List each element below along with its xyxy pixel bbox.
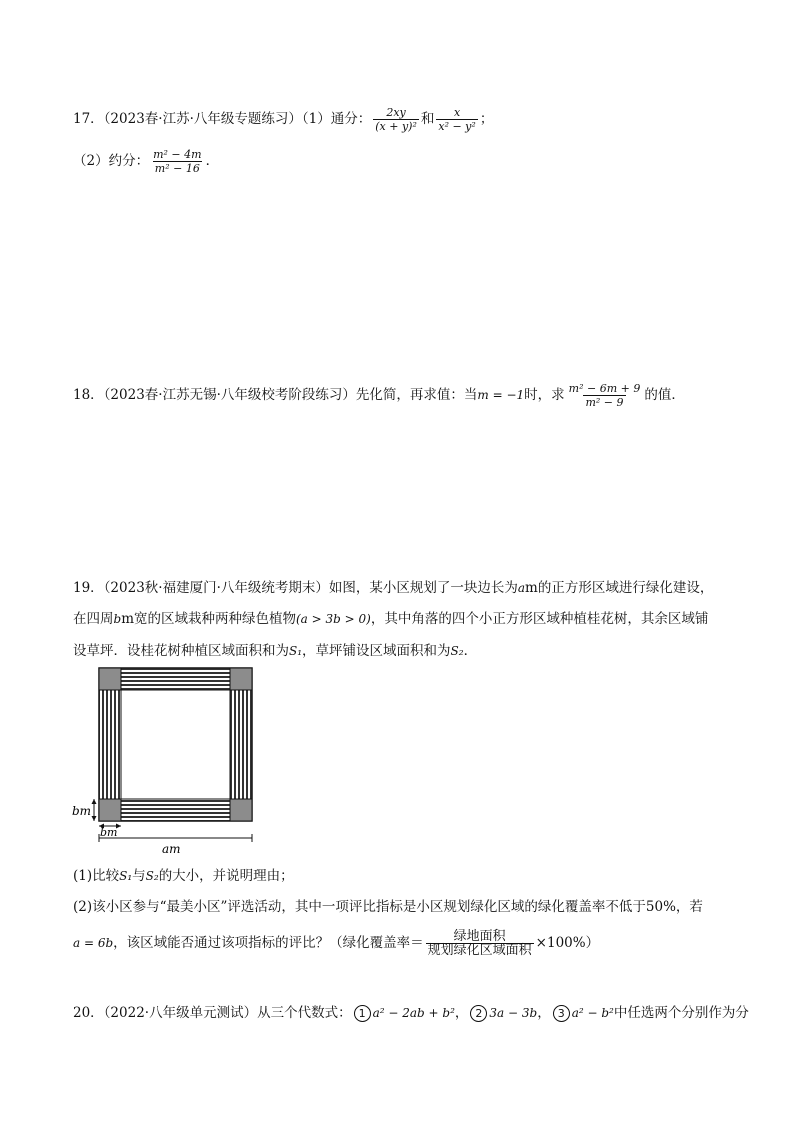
q20-source: （2022·八年级单元测试） bbox=[103, 1005, 258, 1021]
q19-sub2-b: ，该区域能否通过该项指标的评比？（绿化覆盖率＝ bbox=[113, 935, 424, 951]
q18-text-b: 时，求 bbox=[524, 387, 565, 403]
q19-s2: S₂ bbox=[450, 644, 464, 658]
q18-frac-denominator: m² − 9 bbox=[585, 396, 624, 409]
question-19-line3 bbox=[73, 641, 477, 661]
question-19-sub1 bbox=[73, 866, 294, 886]
q18-text-a: 先化简，再求值：当 bbox=[355, 387, 478, 403]
q19-line3-c: ． bbox=[463, 643, 478, 659]
circled-number-3: 3 bbox=[553, 1005, 570, 1022]
label-b-left: bm bbox=[72, 804, 92, 818]
q17-fraction-1 bbox=[373, 106, 419, 133]
circled-number-1: 1 bbox=[354, 1005, 371, 1022]
question-18 bbox=[73, 382, 685, 409]
q19-coverage-fraction bbox=[426, 930, 534, 957]
q17-part1-label: （1）通分： bbox=[301, 111, 372, 127]
q18-source: （2023春·江苏无锡·八年级校考阶段练习） bbox=[103, 387, 356, 403]
q20-expr-1: a² − 2ab + b² bbox=[372, 1006, 455, 1020]
corner-top-right bbox=[230, 668, 252, 690]
question-19-sub2-line1 bbox=[73, 897, 703, 917]
q19-sub1-s1: S₁ bbox=[119, 869, 133, 883]
q19-line3-b: ，草坪铺设区域面积和为 bbox=[302, 643, 451, 659]
q19-sub1-b: 的大小，并说明理由； bbox=[158, 868, 294, 884]
q19-sub1-s2: S₂ bbox=[145, 869, 159, 883]
q17-fraction-2 bbox=[436, 106, 477, 133]
circled-number-2: 2 bbox=[470, 1005, 487, 1022]
q20-text-b: 中任选两个分别作为分 bbox=[613, 1005, 749, 1021]
q20-expr-2: 3a − 3b bbox=[489, 1006, 538, 1020]
q20-sep1: ， bbox=[454, 1005, 469, 1021]
q20-sep2: ， bbox=[537, 1005, 551, 1021]
q17-connector: 和 bbox=[420, 111, 435, 127]
q19-sub2-line1: (2)该小区参与“最美小区”评选活动，其中一项评比指标是小区规划绿化区域的绿化覆盖率不低于50%，若 bbox=[73, 899, 703, 915]
q19-line2-a: 在四周 bbox=[73, 611, 114, 627]
q19-sub2-c: ×100%） bbox=[535, 935, 600, 951]
q17-frac2-denominator: x² − y² bbox=[438, 120, 476, 133]
q17-end1: ； bbox=[479, 111, 494, 127]
q19-sub1-with: 与 bbox=[132, 868, 146, 884]
label-b-bottom: bm bbox=[100, 826, 118, 839]
corner-bottom-right bbox=[230, 799, 252, 821]
q19-number: 19． bbox=[73, 580, 104, 596]
q19-sub2-expr: a = 6b bbox=[73, 936, 114, 950]
q19-unit-m2: m bbox=[121, 611, 134, 627]
q19-line2-b: 宽的区域栽种两种绿色植物 bbox=[134, 611, 296, 627]
lawn-top bbox=[121, 668, 230, 690]
q19-condition: (a > 3b > 0) bbox=[296, 612, 371, 626]
q17-fraction-3 bbox=[151, 148, 203, 175]
q19-var-a: a bbox=[517, 581, 526, 595]
corner-top-left bbox=[99, 668, 121, 690]
question-17 bbox=[73, 106, 493, 133]
q17-frac3-numerator: m² − 4m bbox=[153, 148, 202, 161]
label-a: am bbox=[162, 842, 181, 856]
q19-line3-a: 设草坪．设桂花树种植区域面积和为 bbox=[73, 643, 289, 659]
question-19-line1 bbox=[73, 578, 713, 598]
corner-bottom-left bbox=[99, 799, 121, 821]
q20-expr-3: a² − b² bbox=[571, 1006, 614, 1020]
q17-source: （2023春·江苏·八年级专题练习） bbox=[103, 111, 302, 127]
q19-s1: S₁ bbox=[289, 644, 303, 658]
q17-part2-label: （2）约分： bbox=[73, 153, 150, 169]
q17-frac2-numerator: x bbox=[453, 106, 461, 119]
q18-frac-numerator: m² − 6m + 9 bbox=[568, 382, 641, 395]
question-20 bbox=[73, 1003, 749, 1023]
inner-square bbox=[121, 690, 230, 799]
lawn-left bbox=[99, 690, 121, 799]
q20-text-a: 从三个代数式： bbox=[257, 1005, 352, 1021]
q18-fraction bbox=[567, 382, 643, 409]
q19-source: （2023秋·福建厦门·八年级统考期末） bbox=[103, 580, 329, 596]
lawn-bottom bbox=[121, 799, 230, 821]
q19-line1-b: 的正方形区域进行绿化建设， bbox=[537, 580, 714, 596]
q19-line2-c: ，其中角落的四个小正方形区域种植桂花树，其余区域铺 bbox=[370, 611, 709, 627]
q19-line1-a: 如图，某小区规划了一块边长为 bbox=[328, 580, 518, 596]
q18-expression: m = −1 bbox=[477, 388, 525, 402]
q17-frac1-denominator: (x + y)² bbox=[375, 120, 417, 133]
q19-coverage-numerator: 绿地面积 bbox=[453, 929, 506, 944]
q17-end2: ． bbox=[205, 153, 220, 169]
q17-frac3-denominator: m² − 16 bbox=[154, 162, 200, 175]
q18-text-c: 的值． bbox=[644, 387, 685, 403]
q18-number: 18． bbox=[73, 387, 104, 403]
q17-frac1-numerator: 2xy bbox=[386, 106, 406, 119]
q17-number: 17． bbox=[73, 111, 104, 127]
q19-unit-m: m bbox=[525, 580, 538, 596]
q19-var-b: b bbox=[113, 612, 122, 626]
question-19-line2 bbox=[73, 609, 708, 629]
question-19-sub2-line2 bbox=[73, 930, 599, 957]
lawn-right bbox=[230, 690, 252, 799]
question-17-part2 bbox=[73, 148, 219, 175]
q19-coverage-denominator: 规划绿化区域面积 bbox=[427, 943, 532, 958]
q19-sub1-a: (1)比较 bbox=[73, 868, 120, 884]
q19-figure bbox=[70, 664, 260, 859]
q20-number: 20． bbox=[73, 1005, 104, 1021]
